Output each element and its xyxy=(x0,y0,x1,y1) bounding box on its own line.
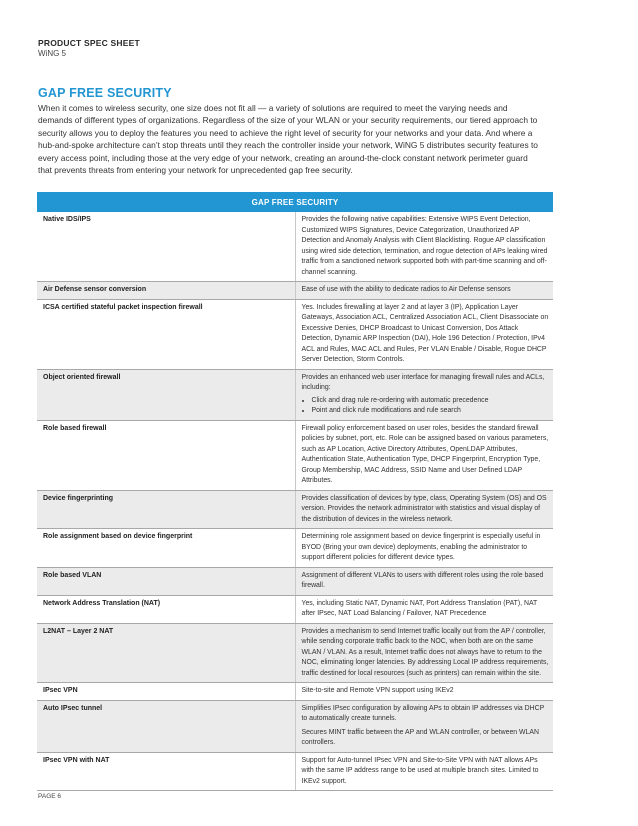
section-intro: When it comes to wireless security, one size does not fit all — a variety of solutions are required to meet the varying needs and demands of different types of organizations. Regardless of the size of your WLAN or your security requirements, our tiered approach to security allows you to deploy the features you need to achieve the right level of security for your networks and your data. And where a hub-and-spoke architecture can’t stop threats until they reach the controller inside your network, WiNG 5 distributes security features to every access point, including those at the very edge of your network, creating an around-the-clock constant network perimeter guard that prevents threats from entering your network for unprecedented gap free security. xyxy=(38,103,538,176)
description-paragraph: Site-to-site and Remote VPN support using IKEv2 xyxy=(301,687,454,694)
feature-name: Role based VLAN xyxy=(37,567,295,595)
description-paragraph: Provides a mechanism to send Internet traffic locally out from the AP / controller, while sending corporate traffic back to the NOC, when both are on the same WLAN / VLAN. As a result, Internet traffic does not always have to return to the NOC, eliminating longer latencies. By addressing Local IP address requirements, traffic destined for local resources (such as printers) can remain within the site. xyxy=(301,627,549,677)
feature-description xyxy=(295,623,553,683)
feature-name: Auto IPsec tunnel xyxy=(37,700,295,752)
feature-name: Object oriented firewall xyxy=(37,369,295,420)
feature-description xyxy=(295,490,553,529)
feature-description xyxy=(295,567,553,595)
feature-description xyxy=(295,299,553,369)
page-header xyxy=(38,38,140,58)
feature-description xyxy=(295,282,553,300)
header-title: PRODUCT SPEC SHEET xyxy=(38,38,140,48)
feature-name: Role assignment based on device fingerprint xyxy=(37,529,295,568)
description-paragraph: Provides classification of devices by type, class, Operating System (OS) and OS version. Provides the network administrator with statistics and visual display of the distribution of devices in the wireless network. xyxy=(301,494,547,523)
feature-name: IPsec VPN with NAT xyxy=(37,752,295,791)
header-subtitle: WiNG 5 xyxy=(38,49,66,58)
table-row xyxy=(37,683,553,701)
feature-name: Air Defense sensor conversion xyxy=(37,282,295,300)
feature-description xyxy=(295,212,553,282)
description-paragraph: Secures MINT traffic between the AP and WLAN controller, or between WLAN controllers. xyxy=(301,728,539,746)
description-paragraph: Support for Auto-tunnel IPsec VPN and Site-to-Site VPN with NAT allows APs with the same IP address range to be used at multiple branch sites. Limited to IKEv2 support. xyxy=(301,756,539,785)
description-paragraph: Ease of use with the ability to dedicate radios to Air Defense sensors xyxy=(301,286,511,293)
table-row xyxy=(37,212,553,282)
description-paragraph: Firewall policy enforcement based on user roles, besides the standard firewall policies by subnet, port, etc. Role can be assigned based on various parameters, such as AP Location, Active Directory Attributes, OpenLDAP Attributes, Authentication State, Authentication Type, DHCP Fingerprint, Encryption Type, Group Membership, MAC Address, SSID Name and User Defined LDAP Attributes. xyxy=(301,424,549,484)
table-row xyxy=(37,299,553,369)
table-row xyxy=(37,595,553,623)
table-header-row xyxy=(37,192,553,212)
feature-name: Network Address Translation (NAT) xyxy=(37,595,295,623)
section-title: GAP FREE SECURITY xyxy=(38,86,172,100)
table-header: GAP FREE SECURITY xyxy=(37,192,553,212)
bullet-item: • Point and click rule modifications and rule search xyxy=(312,406,550,417)
table-row xyxy=(37,420,553,490)
description-paragraph: Provides the following native capabilities: Extensive WIPS Event Detection, Customized WIPS Signatures, Device Categorization, Unauthorized AP Detection and Anomaly Analysis with Client Blacklisting. Rogue AP classification using wired side detection, termination, and rogue detection of APs leaking wired traffic from a sanctioned network supported both with part-time scanning and off-channel scanning. xyxy=(301,216,548,276)
bullet-list xyxy=(302,396,550,417)
table-body xyxy=(37,212,553,791)
feature-name: Native IDS/IPS xyxy=(37,212,295,282)
feature-description xyxy=(295,683,553,701)
table-row xyxy=(37,490,553,529)
description-paragraph: Assignment of different VLANs to users with different roles using the role based firewall. xyxy=(301,571,544,589)
table-row xyxy=(37,567,553,595)
table-row xyxy=(37,369,553,420)
description-paragraph: Yes, including Static NAT, Dynamic NAT, Port Address Translation (PAT), NAT after IPsec, NAT Load Balancing / Failover, NAT Precedence xyxy=(301,599,538,617)
description-paragraph: Yes. Includes firewalling at layer 2 and at layer 3 (IP), Application Layer Gateways, Association ACL, Centralized Association ACL, Client Disassociate on Excessive Denies, DHCP Broadcast to Unicast Conversion, Dos Attack Detection, Dynamic ARP Inspection (DAI), Hole 196 Detection / Protection, IPv4 ACL and Rules, MAC ACL and Rules, Per VLAN Enable / Disable, Rogue DHCP Server Detection, Storm Controls. xyxy=(301,303,549,363)
page-number: PAGE 6 xyxy=(38,793,62,800)
feature-description xyxy=(295,420,553,490)
bullet-item: • Click and drag rule re-ordering with automatic precedence xyxy=(312,396,550,407)
feature-description xyxy=(295,369,553,420)
table-row xyxy=(37,623,553,683)
table-row xyxy=(37,529,553,568)
table-row xyxy=(37,752,553,791)
feature-name: IPsec VPN xyxy=(37,683,295,701)
feature-description xyxy=(295,529,553,568)
security-features-table xyxy=(37,192,553,791)
feature-description xyxy=(295,595,553,623)
feature-name: L2NAT – Layer 2 NAT xyxy=(37,623,295,683)
feature-name: ICSA certified stateful packet inspection firewall xyxy=(37,299,295,369)
description-paragraph: Simplifies IPsec configuration by allowing APs to obtain IP addresses via DHCP to automatically create tunnels. xyxy=(301,704,545,722)
feature-name: Device fingerprinting xyxy=(37,490,295,529)
feature-description xyxy=(295,752,553,791)
description-paragraph: Provides an enhanced web user interface for managing firewall rules and ACLs, including: xyxy=(301,373,545,391)
feature-description xyxy=(295,700,553,752)
feature-name: Role based firewall xyxy=(37,420,295,490)
table-row xyxy=(37,700,553,752)
description-paragraph: Determining role assignment based on device fingerprint is especially useful in BYOD (Bring your own device) deployments, enabling the administrator to support different policies for different device types. xyxy=(301,533,541,561)
table-row xyxy=(37,282,553,300)
